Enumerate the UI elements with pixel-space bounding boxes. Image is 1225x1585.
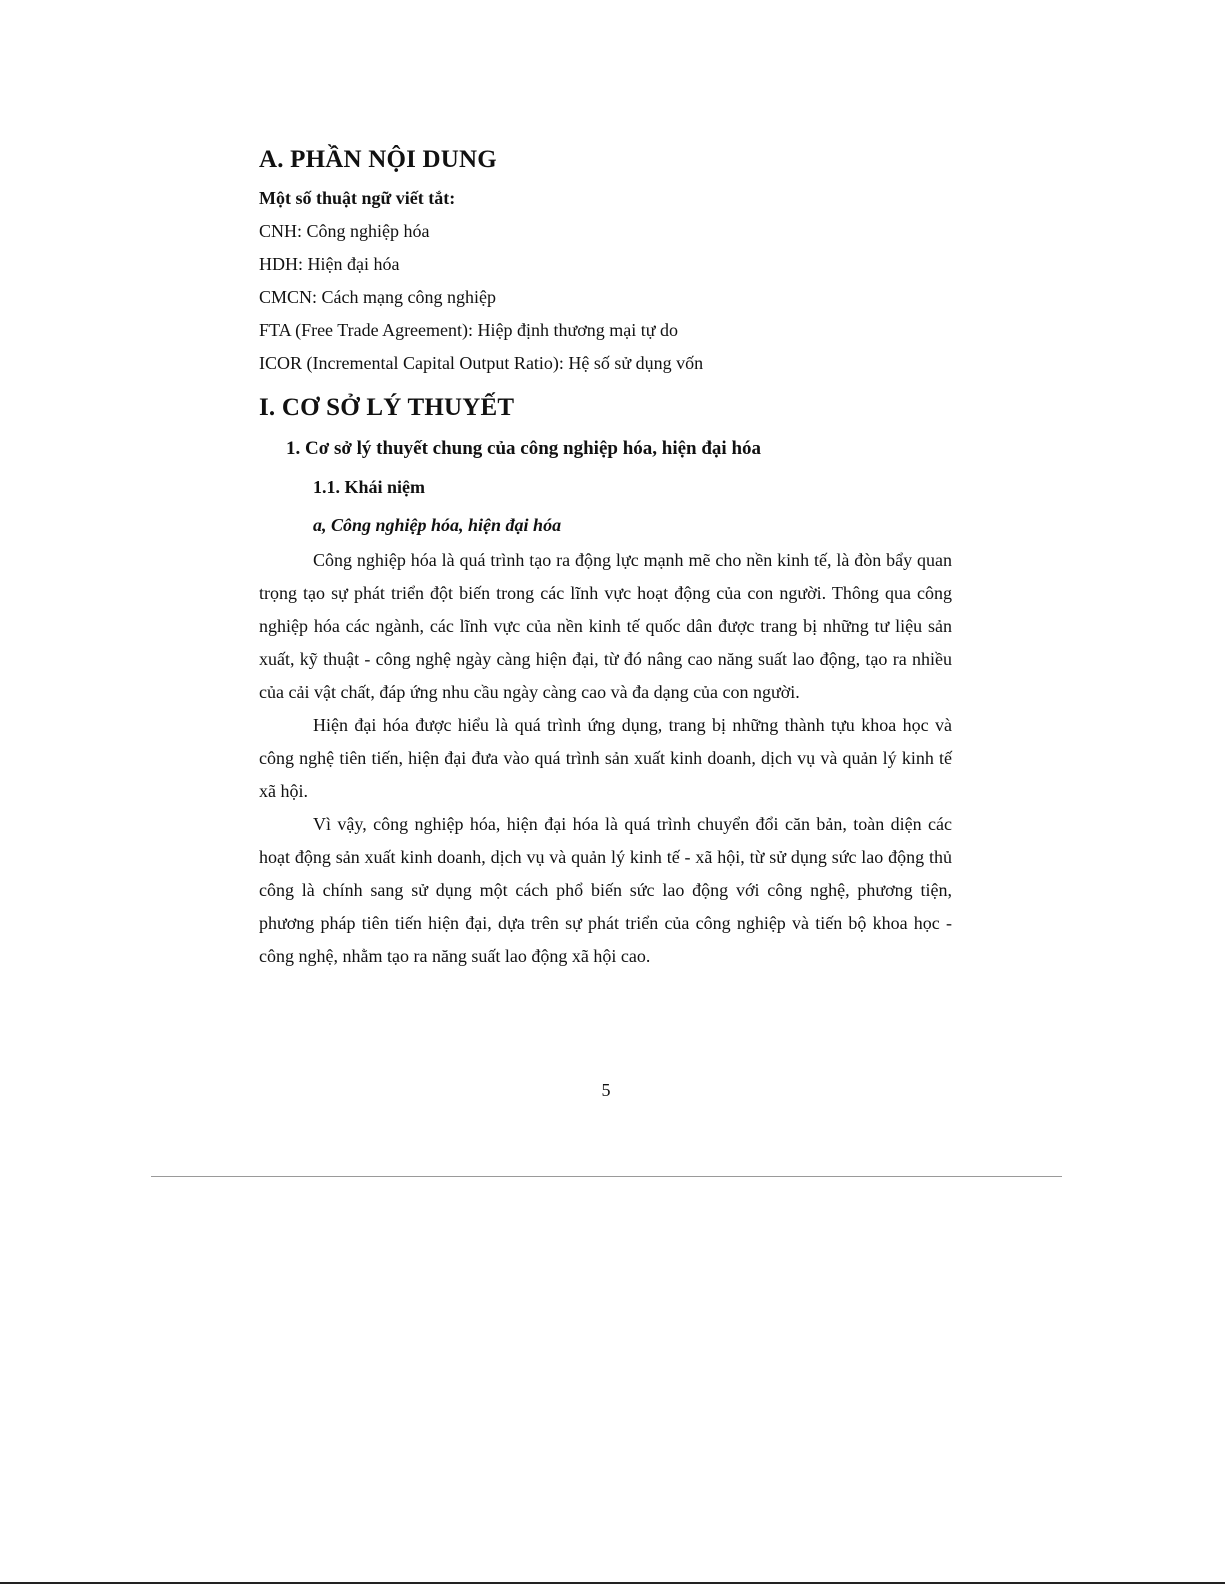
- page-content: [259, 138, 952, 973]
- subsection-heading: 1. Cơ sở lý thuyết chung của công nghiệp hóa, hiện đại hóa: [286, 438, 762, 459]
- body-paragraph: Vì vậy, công nghiệp hóa, hiện đại hóa là quá trình chuyển đổi căn bản, toàn diện các hoạt động sản xuất kinh doanh, dịch vụ và quản lý kinh tế - xã hội, từ sử dụng sức lao động thủ công là chính sang sử dụng một cách phổ biến sức lao động với công nghệ, phương tiện, phương pháp tiên tiến hiện đại, dựa trên sự phát triển của công nghiệp và tiến bộ khoa học - công nghệ, nhằm tạo ra năng suất lao động xã hội cao.: [259, 814, 952, 966]
- body-paragraph: Công nghiệp hóa là quá trình tạo ra động lực mạnh mẽ cho nền kinh tế, là đòn bẩy quan trọng tạo sự phát triển đột biến trong các lĩnh vực hoạt động của con người. Thông qua công nghiệp hóa các ngành, các lĩnh vực của nền kinh tế quốc dân được trang bị những tư liệu sản xuất, kỹ thuật - công nghệ ngày càng hiện đại, từ đó nâng cao năng suất lao động, tạo ra nhiều của cải vật chất, đáp ứng nhu cầu ngày càng cao và đa dạng của con người.: [259, 550, 952, 702]
- abbreviations-title: Một số thuật ngữ viết tắt:: [259, 188, 456, 208]
- abbreviation-item: HDH: Hiện đại hóa: [259, 254, 400, 274]
- page-divider: [151, 1176, 1062, 1177]
- sub-subsection-heading: 1.1. Khái niệm: [313, 477, 426, 497]
- abbreviation-item: ICOR (Incremental Capital Output Ratio): Hệ số sử dụng vốn: [259, 353, 704, 373]
- bottom-edge-divider: [0, 1582, 1225, 1584]
- body-paragraph: Hiện đại hóa được hiểu là quá trình ứng dụng, trang bị những thành tựu khoa học và công nghệ tiên tiến, hiện đại đưa vào quá trình sản xuất kinh doanh, dịch vụ và quản lý kinh tế xã hội.: [259, 715, 952, 801]
- part-heading: A. PHẦN NỘI DUNG: [259, 146, 497, 173]
- abbreviation-item: FTA (Free Trade Agreement): Hiệp định thương mại tự do: [259, 320, 679, 340]
- abbreviation-item: CMCN: Cách mạng công nghiệp: [259, 287, 496, 307]
- section-heading: I. CƠ SỞ LÝ THUYẾT: [259, 394, 515, 421]
- page-number: 5: [601, 1080, 611, 1100]
- abbreviation-item: CNH: Công nghiệp hóa: [259, 221, 430, 241]
- item-heading: a, Công nghiệp hóa, hiện đại hóa: [313, 515, 562, 535]
